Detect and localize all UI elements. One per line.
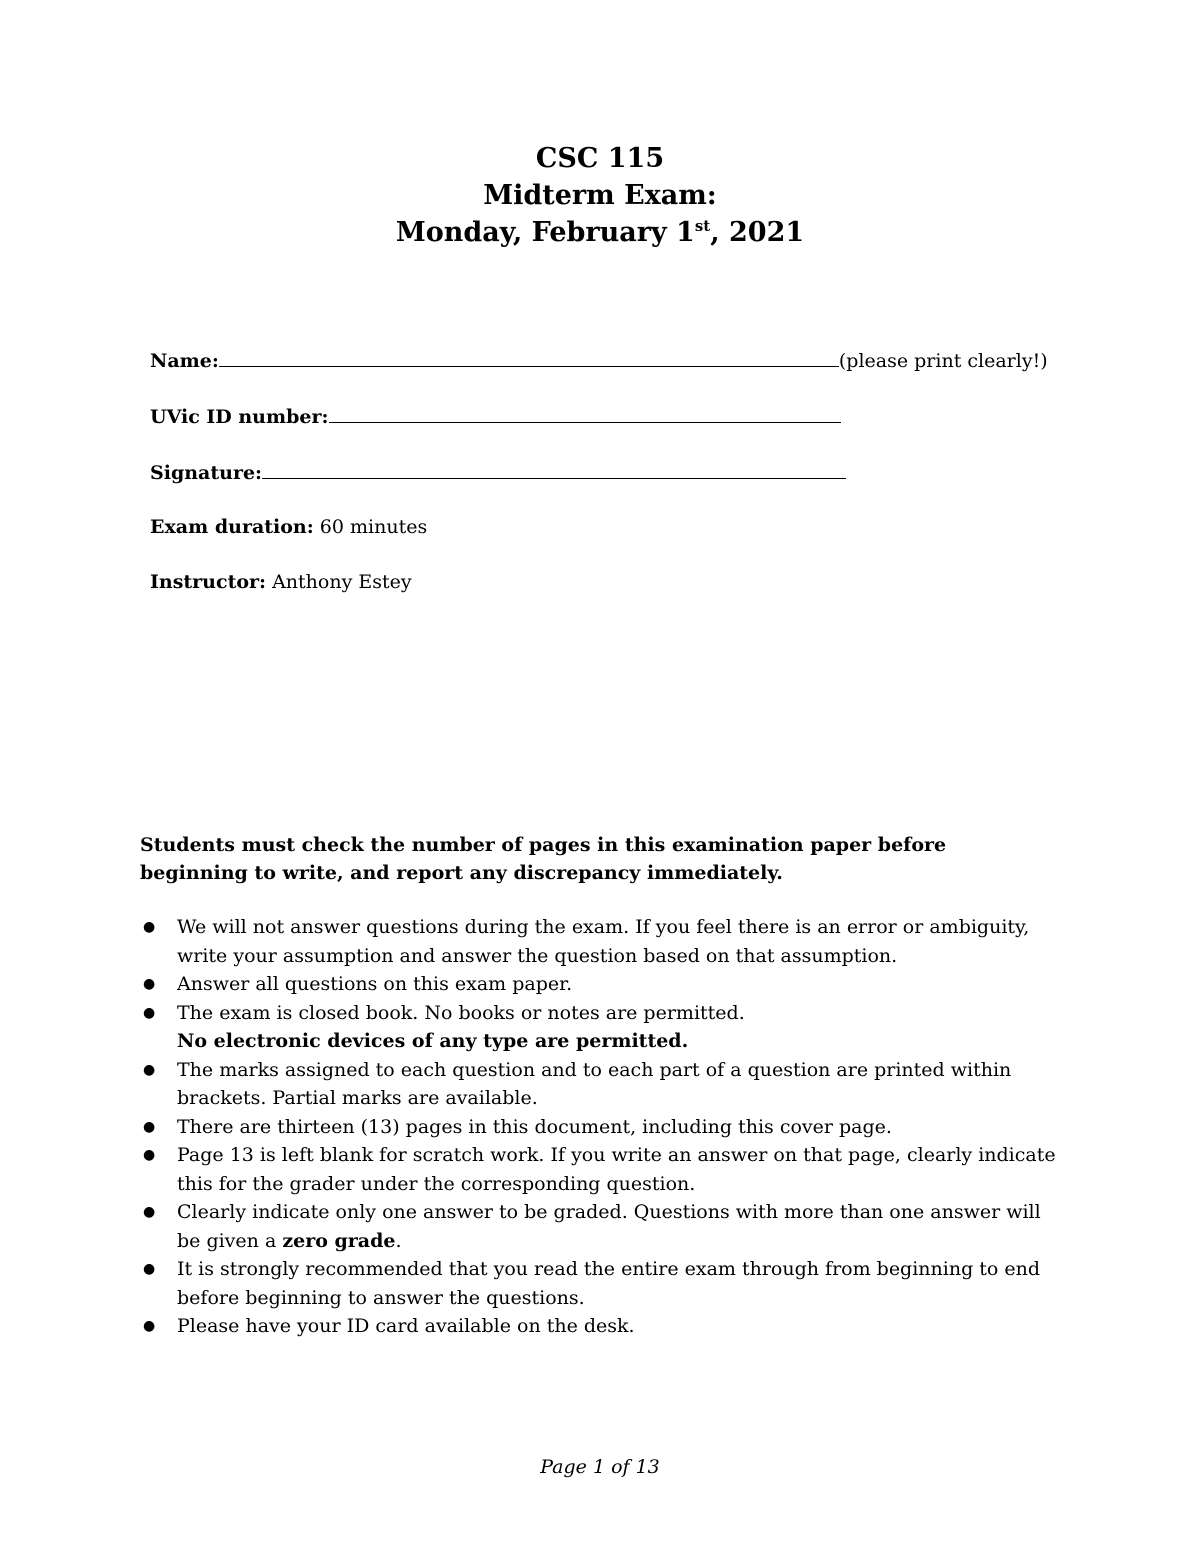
rule-text: The marks assigned to each question and to each part of a question are printed within brackets. Partial marks are available. bbox=[177, 1058, 1012, 1109]
rule-item bbox=[140, 1056, 1060, 1113]
rule-text-strong: zero grade bbox=[282, 1229, 396, 1252]
exam-name: Midterm Exam: bbox=[483, 180, 717, 211]
rule-text: Answer all questions on this exam paper. bbox=[177, 973, 573, 995]
id-blank[interactable] bbox=[329, 408, 841, 423]
rule-item bbox=[140, 1198, 1060, 1255]
course-code: CSC 115 bbox=[535, 143, 665, 174]
rule-text-strong: No electronic devices of any type are permitted. bbox=[177, 1030, 689, 1052]
bullet-icon: ● bbox=[143, 919, 156, 935]
rule-text: It is strongly recommended that you read the entire exam through from beginning to end before beginning to answer the questions. bbox=[177, 1258, 1041, 1309]
bullet-icon: ● bbox=[143, 976, 156, 992]
name-blank[interactable] bbox=[219, 352, 839, 367]
rule-item bbox=[140, 1141, 1060, 1198]
bullet-icon: ● bbox=[143, 1318, 156, 1334]
rule-item bbox=[140, 1113, 1060, 1142]
exam-date bbox=[0, 214, 1200, 251]
rule-item bbox=[140, 970, 1060, 999]
name-field bbox=[150, 350, 1048, 372]
rule-text: The exam is closed book. No books or notes are permitted. bbox=[177, 1001, 745, 1024]
bullet-icon: ● bbox=[143, 1004, 156, 1021]
exam-title-block bbox=[0, 140, 1200, 251]
bullet-icon: ● bbox=[143, 1118, 156, 1135]
rule-text: Page 13 is left blank for scratch work. If you write an answer on that page, clearly indicate this for the grader under the corresponding question. bbox=[177, 1144, 1056, 1195]
exam-rules-list bbox=[140, 913, 1060, 1341]
bullet-icon: ● bbox=[143, 1061, 156, 1078]
name-note: (please print clearly!) bbox=[838, 350, 1048, 372]
rule-text: Clearly indicate only one answer to be graded. Questions with more than one answer will be given a bbox=[177, 1201, 1041, 1252]
page-check-notice: Students must check the number of pages in this examination paper before beginning to write, and report any discrepancy immediately. bbox=[140, 834, 947, 884]
rule-text: There are thirteen (13) pages in this document, including this cover page. bbox=[177, 1115, 892, 1138]
duration-field bbox=[150, 516, 427, 538]
bullet-icon: ● bbox=[143, 1261, 156, 1277]
signature-blank[interactable] bbox=[262, 464, 846, 479]
bullet-icon: ● bbox=[143, 1204, 156, 1220]
exam-date-year: , 2021 bbox=[710, 217, 805, 248]
duration-value: 60 minutes bbox=[313, 516, 428, 538]
instructor-label: Instructor: bbox=[150, 571, 267, 593]
rule-text-end: . bbox=[395, 1229, 402, 1252]
exam-date-main: Monday, February 1 bbox=[395, 217, 695, 248]
rule-item bbox=[140, 1312, 1060, 1341]
name-label: Name: bbox=[150, 350, 219, 372]
rule-item bbox=[140, 999, 1060, 1056]
exam-date-ordinal: st bbox=[694, 217, 711, 235]
rule-item bbox=[140, 1255, 1060, 1312]
duration-label: Exam duration: bbox=[150, 516, 314, 538]
instructor-value: Anthony Estey bbox=[266, 571, 412, 593]
page-number: Page 1 of 13 bbox=[540, 1456, 660, 1478]
rule-item bbox=[140, 913, 1060, 970]
rule-text: We will not answer questions during the exam. If you feel there is an error or ambiguity, write your assumption and answer the question based on that assumption. bbox=[177, 916, 1030, 967]
signature-label: Signature: bbox=[150, 462, 263, 484]
bullet-icon: ● bbox=[143, 1147, 156, 1163]
signature-field bbox=[150, 462, 846, 484]
id-label: UVic ID number: bbox=[150, 406, 329, 428]
rule-text: Please have your ID card available on the desk. bbox=[177, 1315, 635, 1337]
id-field bbox=[150, 406, 841, 428]
instructor-field bbox=[150, 571, 412, 593]
